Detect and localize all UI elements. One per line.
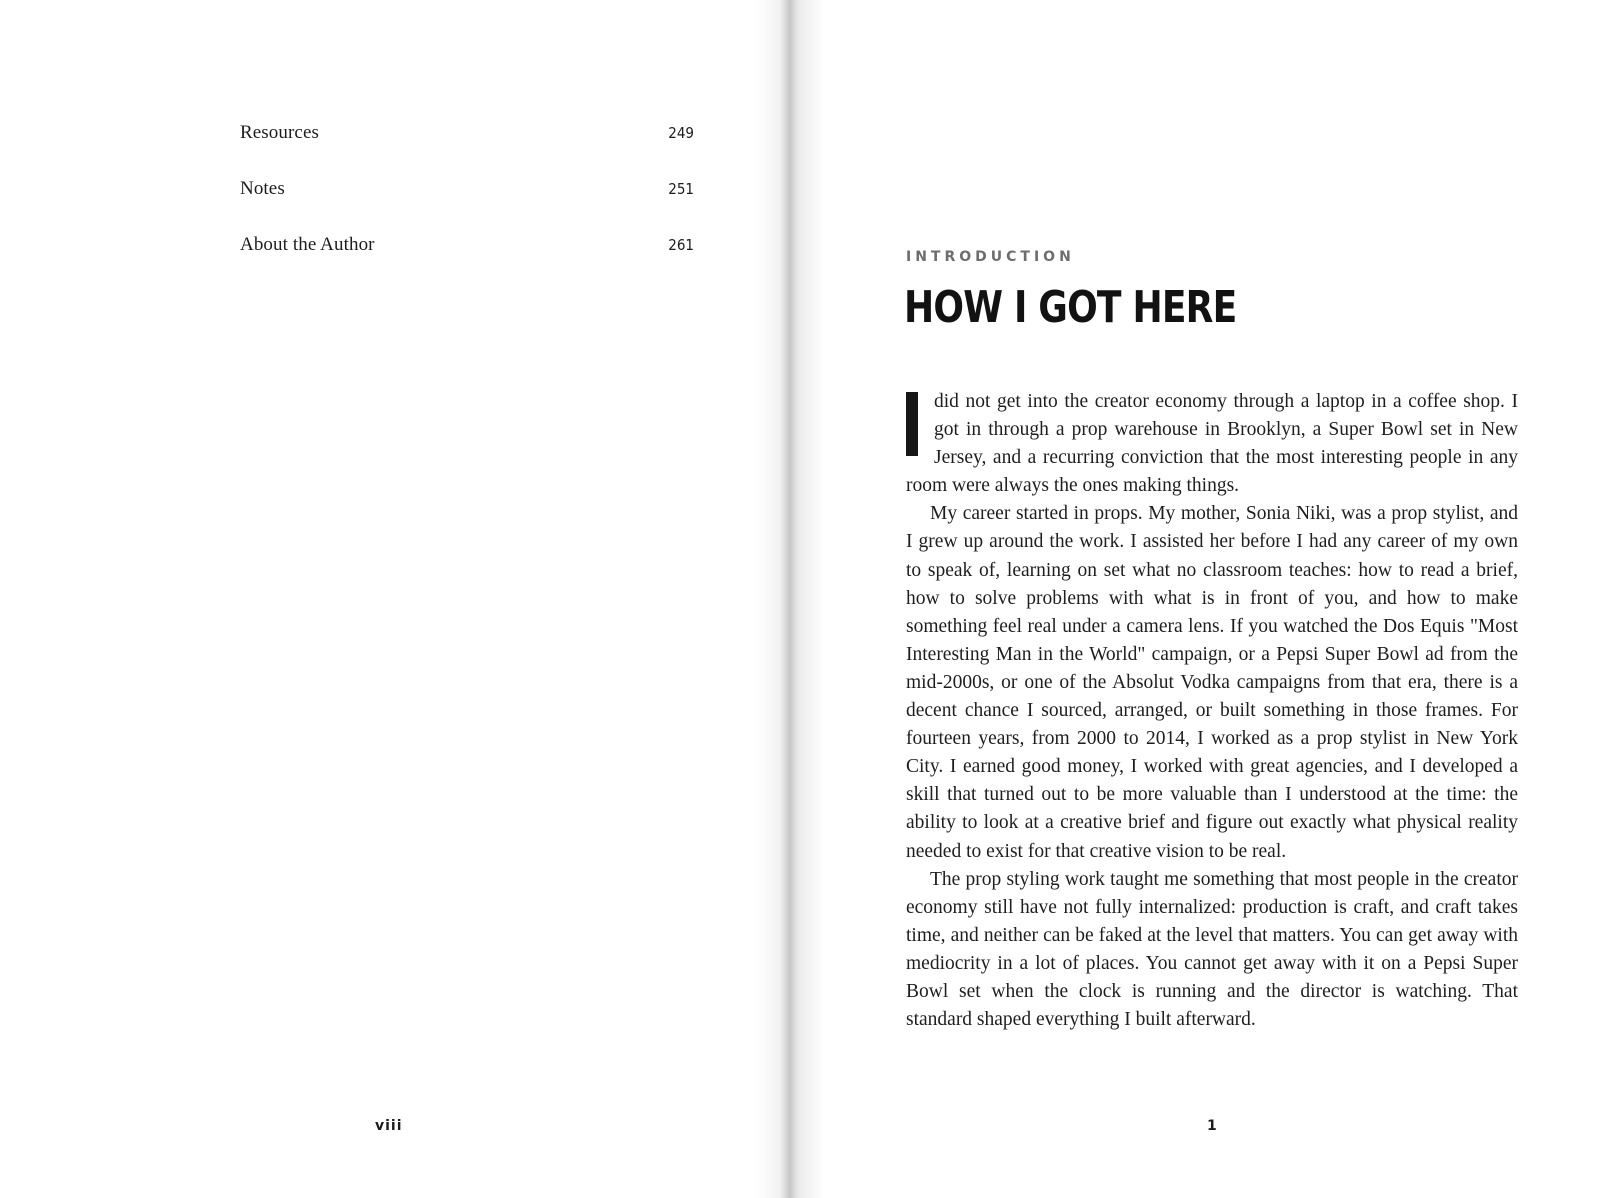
left-page-number: viii — [375, 1118, 403, 1134]
toc-entry-page-number: 251 — [668, 180, 694, 198]
right-page-number: 1 — [1207, 1118, 1218, 1134]
toc-entry-page-number: 261 — [668, 236, 694, 254]
toc-entry-title: About the Author — [240, 234, 375, 255]
chapter-title: HOW I GOT HERE — [904, 282, 1237, 333]
chapter-label: INTRODUCTION — [906, 249, 1075, 265]
toc-entry-notes[interactable] — [240, 178, 694, 234]
body-paragraph-text: did not get into the creator economy through a laptop in a coffee shop. I got in through a prop warehouse in Brooklyn, a Super Bowl set in New Jersey, and a recurring conviction that the most interesting people in any room were always the ones making things. — [906, 391, 1518, 497]
chapter-body — [906, 388, 1518, 1034]
body-paragraph: The prop styling work taught me something that most people in the creator economy still have not fully internalized: production is craft, and craft takes time, and neither can be faked at the level that matters. You can get away with mediocrity in a lot of places. You cannot get away with it on a Pepsi Super Bowl set when the clock is running and the director is watching. That standard shaped everything I built afterward. — [906, 868, 1518, 1031]
toc-entry-page-number: 249 — [668, 124, 694, 142]
body-paragraph: My career started in props. My mother, Sonia Niki, was a prop stylist, and I grew up around the work. I assisted her before I had any career of my own to speak of, learning on set what no classroom teaches: how to read a brief, how to solve problems with what is in front of you, and how to make something feel real under a camera lens. If you watched the Dos Equis "Most Interesting Man in the World" campaign, or a Pepsi Super Bowl ad from the mid-2000s, or one of the Absolut Vodka campaigns from that era, there is a decent chance I sourced, arranged, or built something in those frames. For fourteen years, from 2000 to 2014, I worked as a prop stylist in New York City. I earned good money, I worked with great agencies, and I developed a skill that turned out to be more valuable than I understood at the time: the ability to look at a creative brief and figure out exactly what physical reality needed to exist for that creative vision to be real. — [906, 503, 1518, 862]
toc-entry-about-the-author[interactable] — [240, 234, 694, 290]
toc-entry-title: Resources — [240, 122, 319, 143]
drop-cap — [906, 392, 918, 456]
toc-entry-resources[interactable] — [240, 122, 694, 178]
body-paragraph — [906, 388, 1518, 500]
table-of-contents — [240, 122, 694, 290]
toc-entry-title: Notes — [240, 178, 285, 199]
